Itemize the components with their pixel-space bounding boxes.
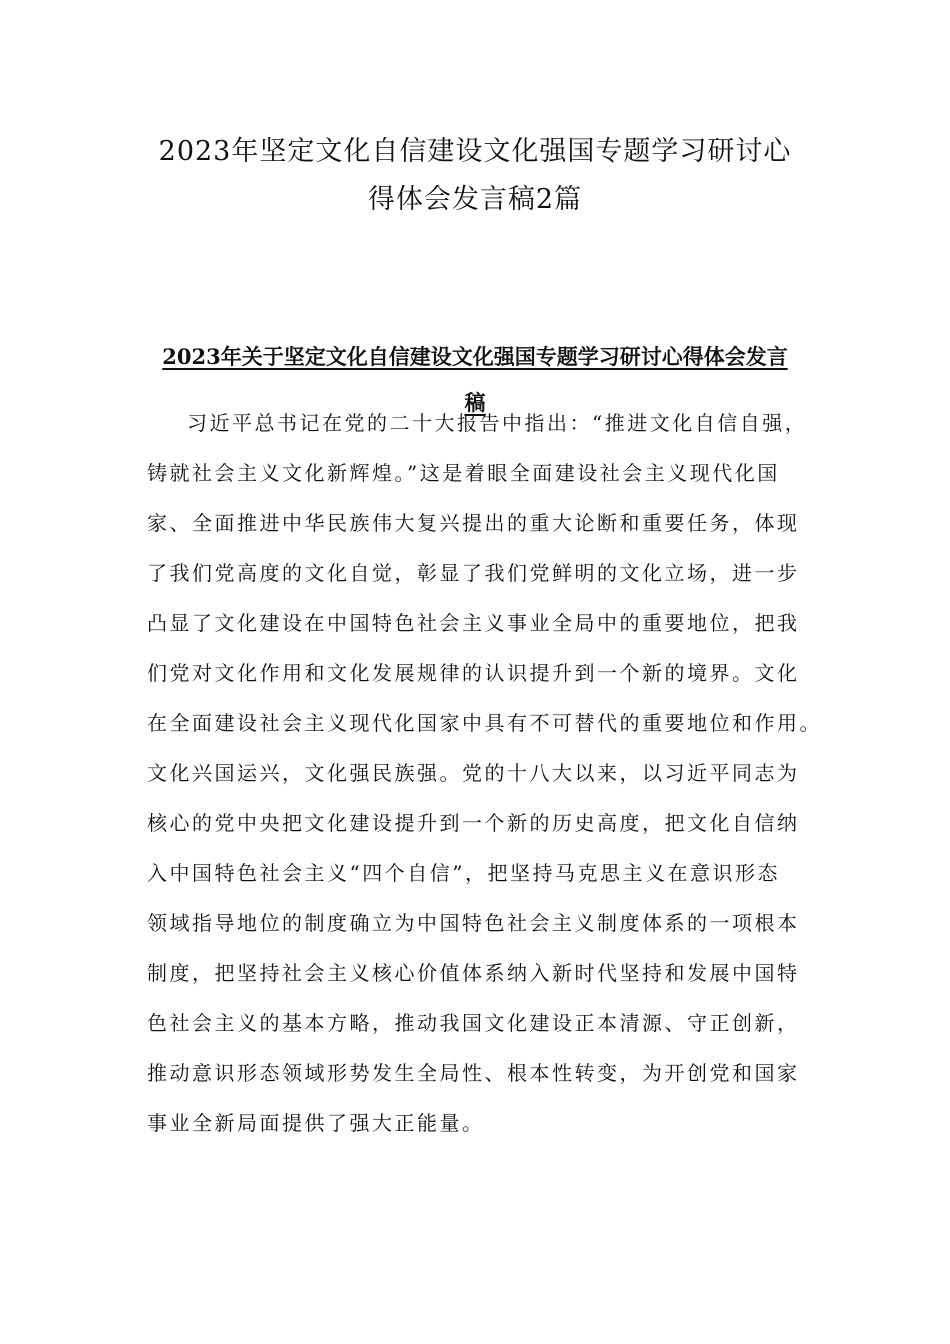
section-heading-text: 稿 <box>464 390 486 415</box>
body-line: 铸就社会主义文化新辉煌。”这是着眼全面建设社会主义现代化国 <box>147 461 780 485</box>
body-line: 们党对文化作用和文化发展规律的认识提升到一个新的境界。文化 <box>147 661 800 685</box>
body-line: 在全面建设社会主义现代化国家中具有不可替代的重要地位和作用。 <box>147 711 822 735</box>
body-line: 了我们党高度的文化自觉，彰显了我们党鲜明的文化立场，进一步 <box>147 561 800 585</box>
body-line: 事业全新局面提供了强大正能量。 <box>147 1111 485 1135</box>
body-line: 入中国特色社会主义“四个自信”，把坚持马克思主义在意识形态 <box>147 861 780 885</box>
document-title-line: 2023年坚定文化自信建设文化强国专题学习研讨心 <box>158 136 792 167</box>
body-line: 家、全面推进中华民族伟大复兴提出的重大论断和重要任务，体现 <box>147 511 800 535</box>
body-line: 核心的党中央把文化建设提升到一个新的历史高度，把文化自信纳 <box>147 811 800 835</box>
body-line: 推动意识形态领域形势发生全局性、根本性转变，为开创党和国家 <box>147 1061 800 1085</box>
body-line: 色社会主义的基本方略，推动我国文化建设正本清源、守正创新， <box>147 1011 800 1035</box>
body-line: 凸显了文化建设在中国特色社会主义事业全局中的重要地位，把我 <box>147 611 800 635</box>
body-paragraph <box>147 398 822 1148</box>
document-title-line: 得体会发言稿2篇 <box>367 184 583 215</box>
body-line: 文化兴国运兴，文化强民族强。党的十八大以来，以习近平同志为 <box>147 761 800 785</box>
body-line: 制度，把坚持社会主义核心价值体系纳入新时代坚持和发展中国特 <box>147 961 800 985</box>
document-title <box>100 128 850 224</box>
section-heading-line <box>100 334 850 380</box>
body-line: 习近平总书记在党的二十大报告中指出：“推进文化自信自强， <box>187 411 808 435</box>
section-heading-text: 2023年关于坚定文化自信建设文化强国专题学习研讨心得体会发言 <box>162 344 788 369</box>
body-line: 领域指导地位的制度确立为中国特色社会主义制度体系的一项根本 <box>147 911 800 935</box>
